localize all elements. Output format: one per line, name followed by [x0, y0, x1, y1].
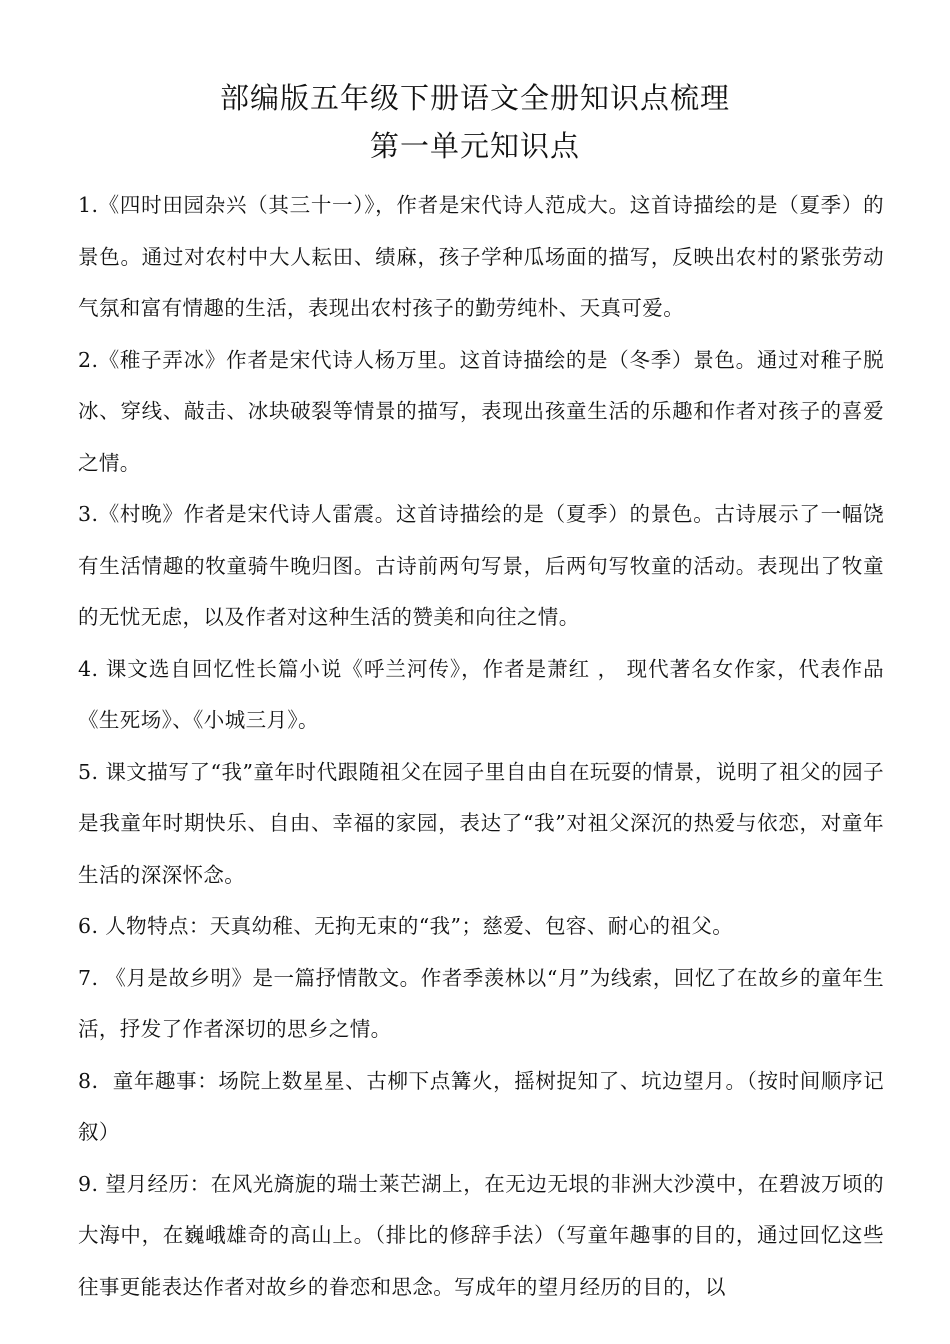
knowledge-point-4: 4. 课文选自回忆性长篇小说《呼兰河传》，作者是萧红 ， 现代著名女作家，代表作品《生死场》、《小城三月》。 [78, 656, 884, 732]
knowledge-point-3: 3.《村晚》作者是宋代诗人雷震。这首诗描绘的是（夏季）的景色。古诗展示了一幅饶有生活情趣的牧童骑牛晚归图。古诗前两句写景，后两句写牧童的活动。表现出了牧童的无忧无虑，以及作者对这种生活的赞美和向往之情。 [78, 502, 884, 629]
knowledge-point-5: 5. 课文描写了“我”童年时代跟随祖父在园子里自由自在玩耍的情景，说明了祖父的园子是我童年时期快乐、自由、幸福的家园，表达了“我”对祖父深沉的热爱与依恋，对童年生活的深深怀念。 [78, 759, 884, 887]
knowledge-point-6: 6. 人物特点：天真幼稚、无拘无束的“我”；慈爱、包容、耐心的祖父。 [78, 914, 734, 938]
knowledge-point-1: 1.《四时田园杂兴（其三十一）》，作者是宋代诗人范成大。这首诗描绘的是（夏季）的景色。通过对农村中大人耘田、绩麻，孩子学种瓜场面的描写，反映出农村的紧张劳动气氛和富有情趣的生活，表现出农村孩子的勤劳纯朴、天真可爱。 [78, 193, 884, 320]
document-title: 部编版五年级下册语文全册知识点梳理 [219, 81, 730, 115]
knowledge-point-9: 9. 望月经历：在风光旖旎的瑞士莱芒湖上，在无边无垠的非洲大沙漠中，在碧波万顷的大海中，在巍峨雄奇的高山上。（排比的修辞手法）（写童年趣事的目的，通过回忆这些往事更能表达作者对故乡的眷恋和思念。写成年的望月经历的目的，以 [78, 1171, 884, 1299]
knowledge-point-8: 8．童年趣事：场院上数星星、古柳下点篝火，摇树捉知了、坑边望月。（按时间顺序记叙） [78, 1068, 884, 1144]
document-body [78, 180, 884, 1313]
knowledge-point-2: 2.《稚子弄冰》作者是宋代诗人杨万里。这首诗描绘的是（冬季）景色。通过对稚子脱冰、穿线、敲击、冰块破裂等情景的描写，表现出孩童生活的乐趣和作者对孩子的喜爱之情。 [78, 347, 884, 475]
knowledge-point-7: 7. 《月是故乡明》是一篇抒情散文。作者季羡林以“月”为线索，回忆了在故乡的童年生活，抒发了作者深切的思乡之情。 [78, 965, 884, 1041]
section-heading: 第一单元知识点 [369, 129, 580, 163]
